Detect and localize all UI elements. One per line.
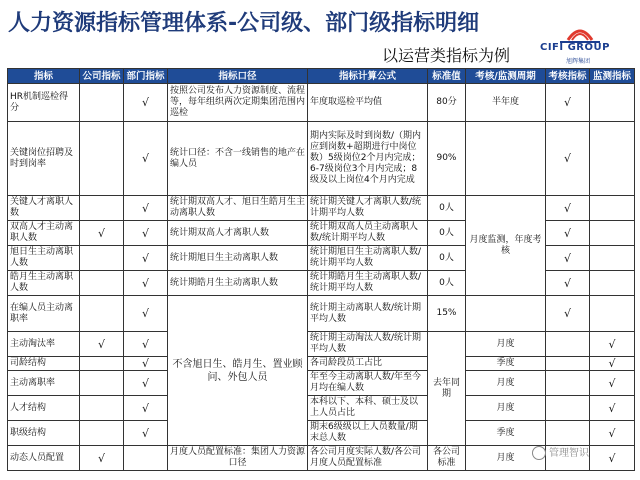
indicator-name: 关键人才离职人数	[8, 196, 80, 221]
dept-check: √	[124, 357, 168, 371]
table-row	[8, 296, 635, 332]
company-check: √	[80, 332, 124, 357]
indicator-name: 旭日生主动离职人数	[8, 246, 80, 271]
header-period: 考核/监测周期	[466, 69, 546, 84]
kpi-check	[546, 371, 590, 396]
formula-cell: 年度取巡检平均值	[308, 84, 428, 122]
kpi-check	[546, 332, 590, 357]
company-check	[80, 84, 124, 122]
monitor-check: √	[590, 421, 635, 446]
formula-cell: 统计期主动离职人数/统计期平均人数	[308, 296, 428, 332]
kpi-check: √	[546, 84, 590, 122]
company-check	[80, 196, 124, 221]
indicator-name: 职级结构	[8, 421, 80, 446]
standard-cell: 0人	[428, 221, 466, 246]
indicator-table	[7, 68, 635, 471]
header-standard: 标准值	[428, 69, 466, 84]
table-row	[8, 84, 635, 122]
period-cell: 季度	[466, 357, 546, 371]
monitor-check: √	[590, 396, 635, 421]
formula-cell: 统计期主动淘汰人数/统计期平均人数	[308, 332, 428, 357]
monitor-check: √	[590, 332, 635, 357]
logo-text: CIFI GROUP	[540, 42, 610, 53]
formula-cell: 统计期关键人才离职人数/统计期平均人数	[308, 196, 428, 221]
period-cell: 月度	[466, 446, 546, 471]
table-row	[8, 396, 635, 421]
indicator-name: 皓月生主动离职人数	[8, 271, 80, 296]
watermark-text: 管理智识	[549, 448, 589, 459]
kpi-check	[546, 396, 590, 421]
indicator-name: 人才结构	[8, 396, 80, 421]
indicator-name: 双高人才主动离职人数	[8, 221, 80, 246]
monitor-check	[590, 196, 635, 221]
period-cell	[466, 122, 546, 196]
logo-subtext: 旭辉集团	[566, 58, 591, 65]
standard-cell: 15%	[428, 296, 466, 332]
monitor-check: √	[590, 357, 635, 371]
kpi-check: √	[546, 271, 590, 296]
monitor-check	[590, 84, 635, 122]
header-formula: 指标计算公式	[308, 69, 428, 84]
monitor-check	[590, 122, 635, 196]
formula-cell: 统计期旭日生主动离职人数/统计期平均人数	[308, 246, 428, 271]
indicator-name: 动态人员配置	[8, 446, 80, 471]
company-check	[80, 246, 124, 271]
period-cell: 月度	[466, 371, 546, 396]
formula-cell: 期内实际及时到岗数/（期内应到岗数+超期进行中岗位数）5级岗位2个月内完成；6-7级岗位3个月内完成；8级及以上岗位4个月内完成	[308, 122, 428, 196]
indicator-name: 在编人员主动离职率	[8, 296, 80, 332]
company-check	[80, 271, 124, 296]
dept-check: √	[124, 396, 168, 421]
indicator-name: 司龄结构	[8, 357, 80, 371]
header-monitor: 监测指标	[590, 69, 635, 84]
caliber-cell: 统计口径：不含一线销售的地产在编人员	[168, 122, 308, 196]
standard-cell-merged: 去年同期	[428, 332, 466, 446]
period-cell: 季度	[466, 421, 546, 446]
dept-check: √	[124, 246, 168, 271]
watermark	[532, 444, 589, 460]
dept-check: √	[124, 196, 168, 221]
dept-check: √	[124, 271, 168, 296]
table-row	[8, 421, 635, 446]
caliber-cell: 统计期皓月生主动离职人数	[168, 271, 308, 296]
table-header-row	[8, 69, 635, 84]
kpi-check: √	[546, 246, 590, 271]
standard-cell: 0人	[428, 196, 466, 221]
header-caliber: 指标口径	[168, 69, 308, 84]
company-check: √	[80, 446, 124, 471]
formula-cell: 本科以下、本科、硕士及以上人员占比	[308, 396, 428, 421]
company-check	[80, 396, 124, 421]
period-cell: 月度	[466, 332, 546, 357]
page-subtitle: 以运营类指标为例	[382, 46, 511, 65]
monitor-check	[590, 246, 635, 271]
formula-cell: 各公司月度实际人数/各公司月度人员配置标准	[308, 446, 428, 471]
monitor-check: √	[590, 371, 635, 396]
standard-cell: 0人	[428, 271, 466, 296]
company-check	[80, 421, 124, 446]
indicator-name: HR机制巡检得分	[8, 84, 80, 122]
dept-check: √	[124, 421, 168, 446]
standard-cell: 各公司标准	[428, 446, 466, 471]
kpi-check	[546, 357, 590, 371]
page-title: 人力资源指标管理体系-公司级、部门级指标明细	[8, 11, 480, 36]
company-check: √	[80, 221, 124, 246]
caliber-cell: 统计期双高人才、旭日生皓月生主动离职人数	[168, 196, 308, 221]
period-cell	[466, 296, 546, 332]
indicator-name: 主动离职率	[8, 371, 80, 396]
wechat-icon	[532, 446, 546, 460]
table-row	[8, 196, 635, 221]
dept-check: √	[124, 296, 168, 332]
header-indicator: 指标	[8, 69, 80, 84]
monitor-check	[590, 271, 635, 296]
standard-cell: 0人	[428, 246, 466, 271]
standard-cell: 80分	[428, 84, 466, 122]
monitor-check	[590, 221, 635, 246]
table-row	[8, 371, 635, 396]
kpi-check	[546, 421, 590, 446]
header-kpi: 考核指标	[546, 69, 590, 84]
dept-check: √	[124, 371, 168, 396]
period-cell-merged: 月度监测，年度考核	[466, 196, 546, 296]
kpi-check: √	[546, 196, 590, 221]
dept-check: √	[124, 84, 168, 122]
dept-check	[124, 446, 168, 471]
standard-cell: 90%	[428, 122, 466, 196]
company-check	[80, 371, 124, 396]
header-company: 公司指标	[80, 69, 124, 84]
formula-cell: 期末6级级以上人员数量/期末总人数	[308, 421, 428, 446]
table-row	[8, 357, 635, 371]
caliber-cell-merged: 不含旭日生、皓月生、置业顾问、外包人员	[168, 296, 308, 446]
indicator-name: 主动淘汰率	[8, 332, 80, 357]
kpi-check: √	[546, 296, 590, 332]
indicator-name: 关键岗位招聘及时到岗率	[8, 122, 80, 196]
monitor-check	[590, 296, 635, 332]
caliber-cell: 统计期双高人才离职人数	[168, 221, 308, 246]
kpi-check: √	[546, 221, 590, 246]
dept-check: √	[124, 332, 168, 357]
period-cell: 半年度	[466, 84, 546, 122]
formula-cell: 统计期双高人员主动离职人数/统计期平均人数	[308, 221, 428, 246]
dept-check: √	[124, 221, 168, 246]
kpi-check: √	[546, 122, 590, 196]
table-row	[8, 122, 635, 196]
company-check	[80, 357, 124, 371]
caliber-cell: 统计期旭日生主动离职人数	[168, 246, 308, 271]
table-row	[8, 332, 635, 357]
company-check	[80, 296, 124, 332]
header-dept: 部门指标	[124, 69, 168, 84]
formula-cell: 统计期皓月生主动离职人数/统计期平均人数	[308, 271, 428, 296]
formula-cell: 各司龄段员工占比	[308, 357, 428, 371]
caliber-cell: 按照公司发布人力资源制度、流程等，每年组织两次定期集团范围内巡检	[168, 84, 308, 122]
company-check	[80, 122, 124, 196]
caliber-cell: 月度人员配置标准：集团人力资源口径	[168, 446, 308, 471]
dept-check: √	[124, 122, 168, 196]
period-cell: 月度	[466, 396, 546, 421]
monitor-check: √	[590, 446, 635, 471]
formula-cell: 年至今主动离职人数/年至今月均在编人数	[308, 371, 428, 396]
